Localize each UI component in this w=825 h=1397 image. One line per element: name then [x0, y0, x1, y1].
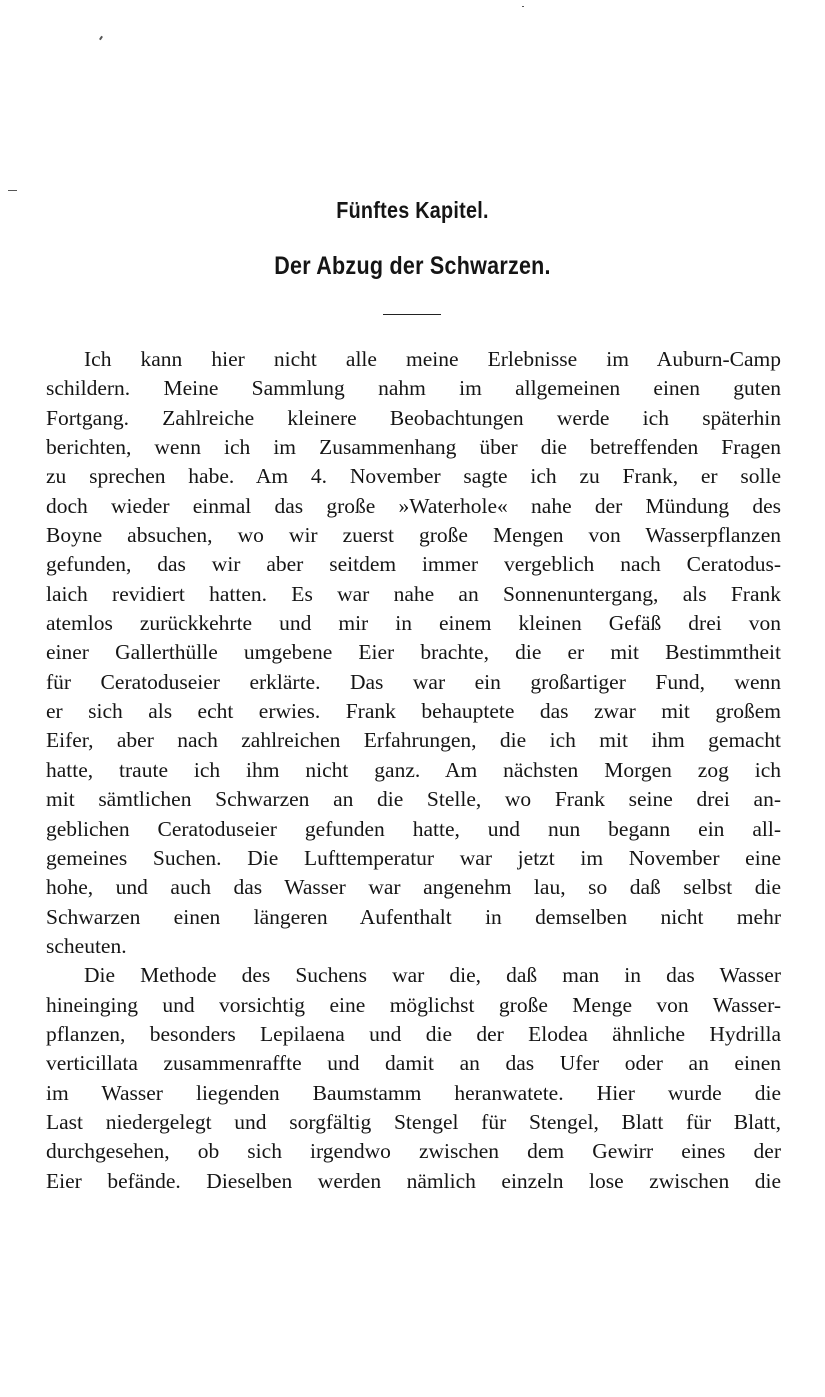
text-line: durchgesehen, ob sich irgendwo zwischen dem Gewirr eines der [46, 1139, 781, 1164]
scan-mark [522, 6, 524, 7]
text-line: Boyne absuchen, wo wir zuerst große Mengen von Wasserpflanzen [46, 523, 781, 548]
text-line: Schwarzen einen längeren Aufenthalt in demselben nicht mehr [46, 904, 781, 929]
text-line: gemeines Suchen. Die Lufttemperatur war jetzt im November eine [46, 845, 781, 870]
text-line: atemlos zurückkehrte und mir in einem kleinen Gefäß drei von [46, 611, 781, 636]
text-line: verticillata zusammenraffte und damit an das Ufer oder an einen [46, 1051, 781, 1076]
text-line: hineinging und vorsichtig eine möglichst große Menge von Wasser- [46, 992, 781, 1017]
text-line: hohe, und auch das Wasser war angenehm lau, so daß selbst die [46, 875, 781, 900]
text-line: mit sämtlichen Schwarzen an die Stelle, wo Frank seine drei an- [46, 787, 781, 812]
title-divider [383, 314, 441, 315]
text-line: im Wasser liegenden Baumstamm heranwatete. Hier wurde die [46, 1080, 781, 1105]
text-line: gefunden, das wir aber seitdem immer vergeblich nach Ceratodus- [46, 552, 781, 577]
text-line: schildern. Meine Sammlung nahm im allgemeinen einen guten [46, 376, 781, 401]
text-line: laich revidiert hatten. Es war nahe an Sonnenuntergang, als Frank [46, 581, 781, 606]
text-line: scheuten. [46, 933, 127, 958]
text-line: Ich kann hier nicht alle meine Erlebnisse im Auburn-Camp [84, 347, 781, 371]
paragraph [46, 345, 781, 961]
text-line: pflanzen, besonders Lepilaena und die der Elodea ähnliche Hydrilla [46, 1021, 781, 1046]
text-line: hatte, traute ich ihm nicht ganz. Am nächsten Morgen zog ich [46, 757, 781, 782]
text-line: Die Methode des Suchens war die, daß man in das Wasser [84, 963, 781, 988]
text-line: für Ceratoduseier erklärte. Das war ein großartiger Fund, wenn [46, 669, 781, 694]
paragraph [46, 961, 781, 1196]
scan-mark [99, 36, 103, 40]
text-line: Eifer, aber nach zahlreichen Erfahrungen, die ich mit ihm gemacht [46, 728, 781, 753]
text-line: Last niedergelegt und sorgfältig Stengel für Stengel, Blatt für Blatt, [46, 1109, 781, 1134]
text-line: Eier befände. Dieselben werden nämlich einzeln lose zwischen die [46, 1168, 781, 1193]
text-line: einer Gallerthülle umgebene Eier brachte, die er mit Bestimmtheit [46, 640, 781, 665]
text-line: Fortgang. Zahlreiche kleinere Beobachtungen werde ich späterhin [46, 405, 781, 430]
body-text [46, 345, 781, 1196]
text-line: berichten, wenn ich im Zusammenhang über die betreffenden Fragen [46, 435, 781, 460]
chapter-title: Der Abzug der Schwarzen. [274, 252, 551, 280]
text-line: geblichen Ceratoduseier gefunden hatte, und nun begann ein all- [46, 816, 781, 841]
text-line: zu sprechen habe. Am 4. November sagte ich zu Frank, er solle [46, 464, 781, 489]
text-line: doch wieder einmal das große »Waterhole« nahe der Mündung des [46, 493, 781, 518]
chapter-label: Fünftes Kapitel. [336, 197, 489, 223]
text-line: er sich als echt erwies. Frank behauptete das zwar mit großem [46, 699, 781, 724]
scan-mark [8, 190, 17, 191]
